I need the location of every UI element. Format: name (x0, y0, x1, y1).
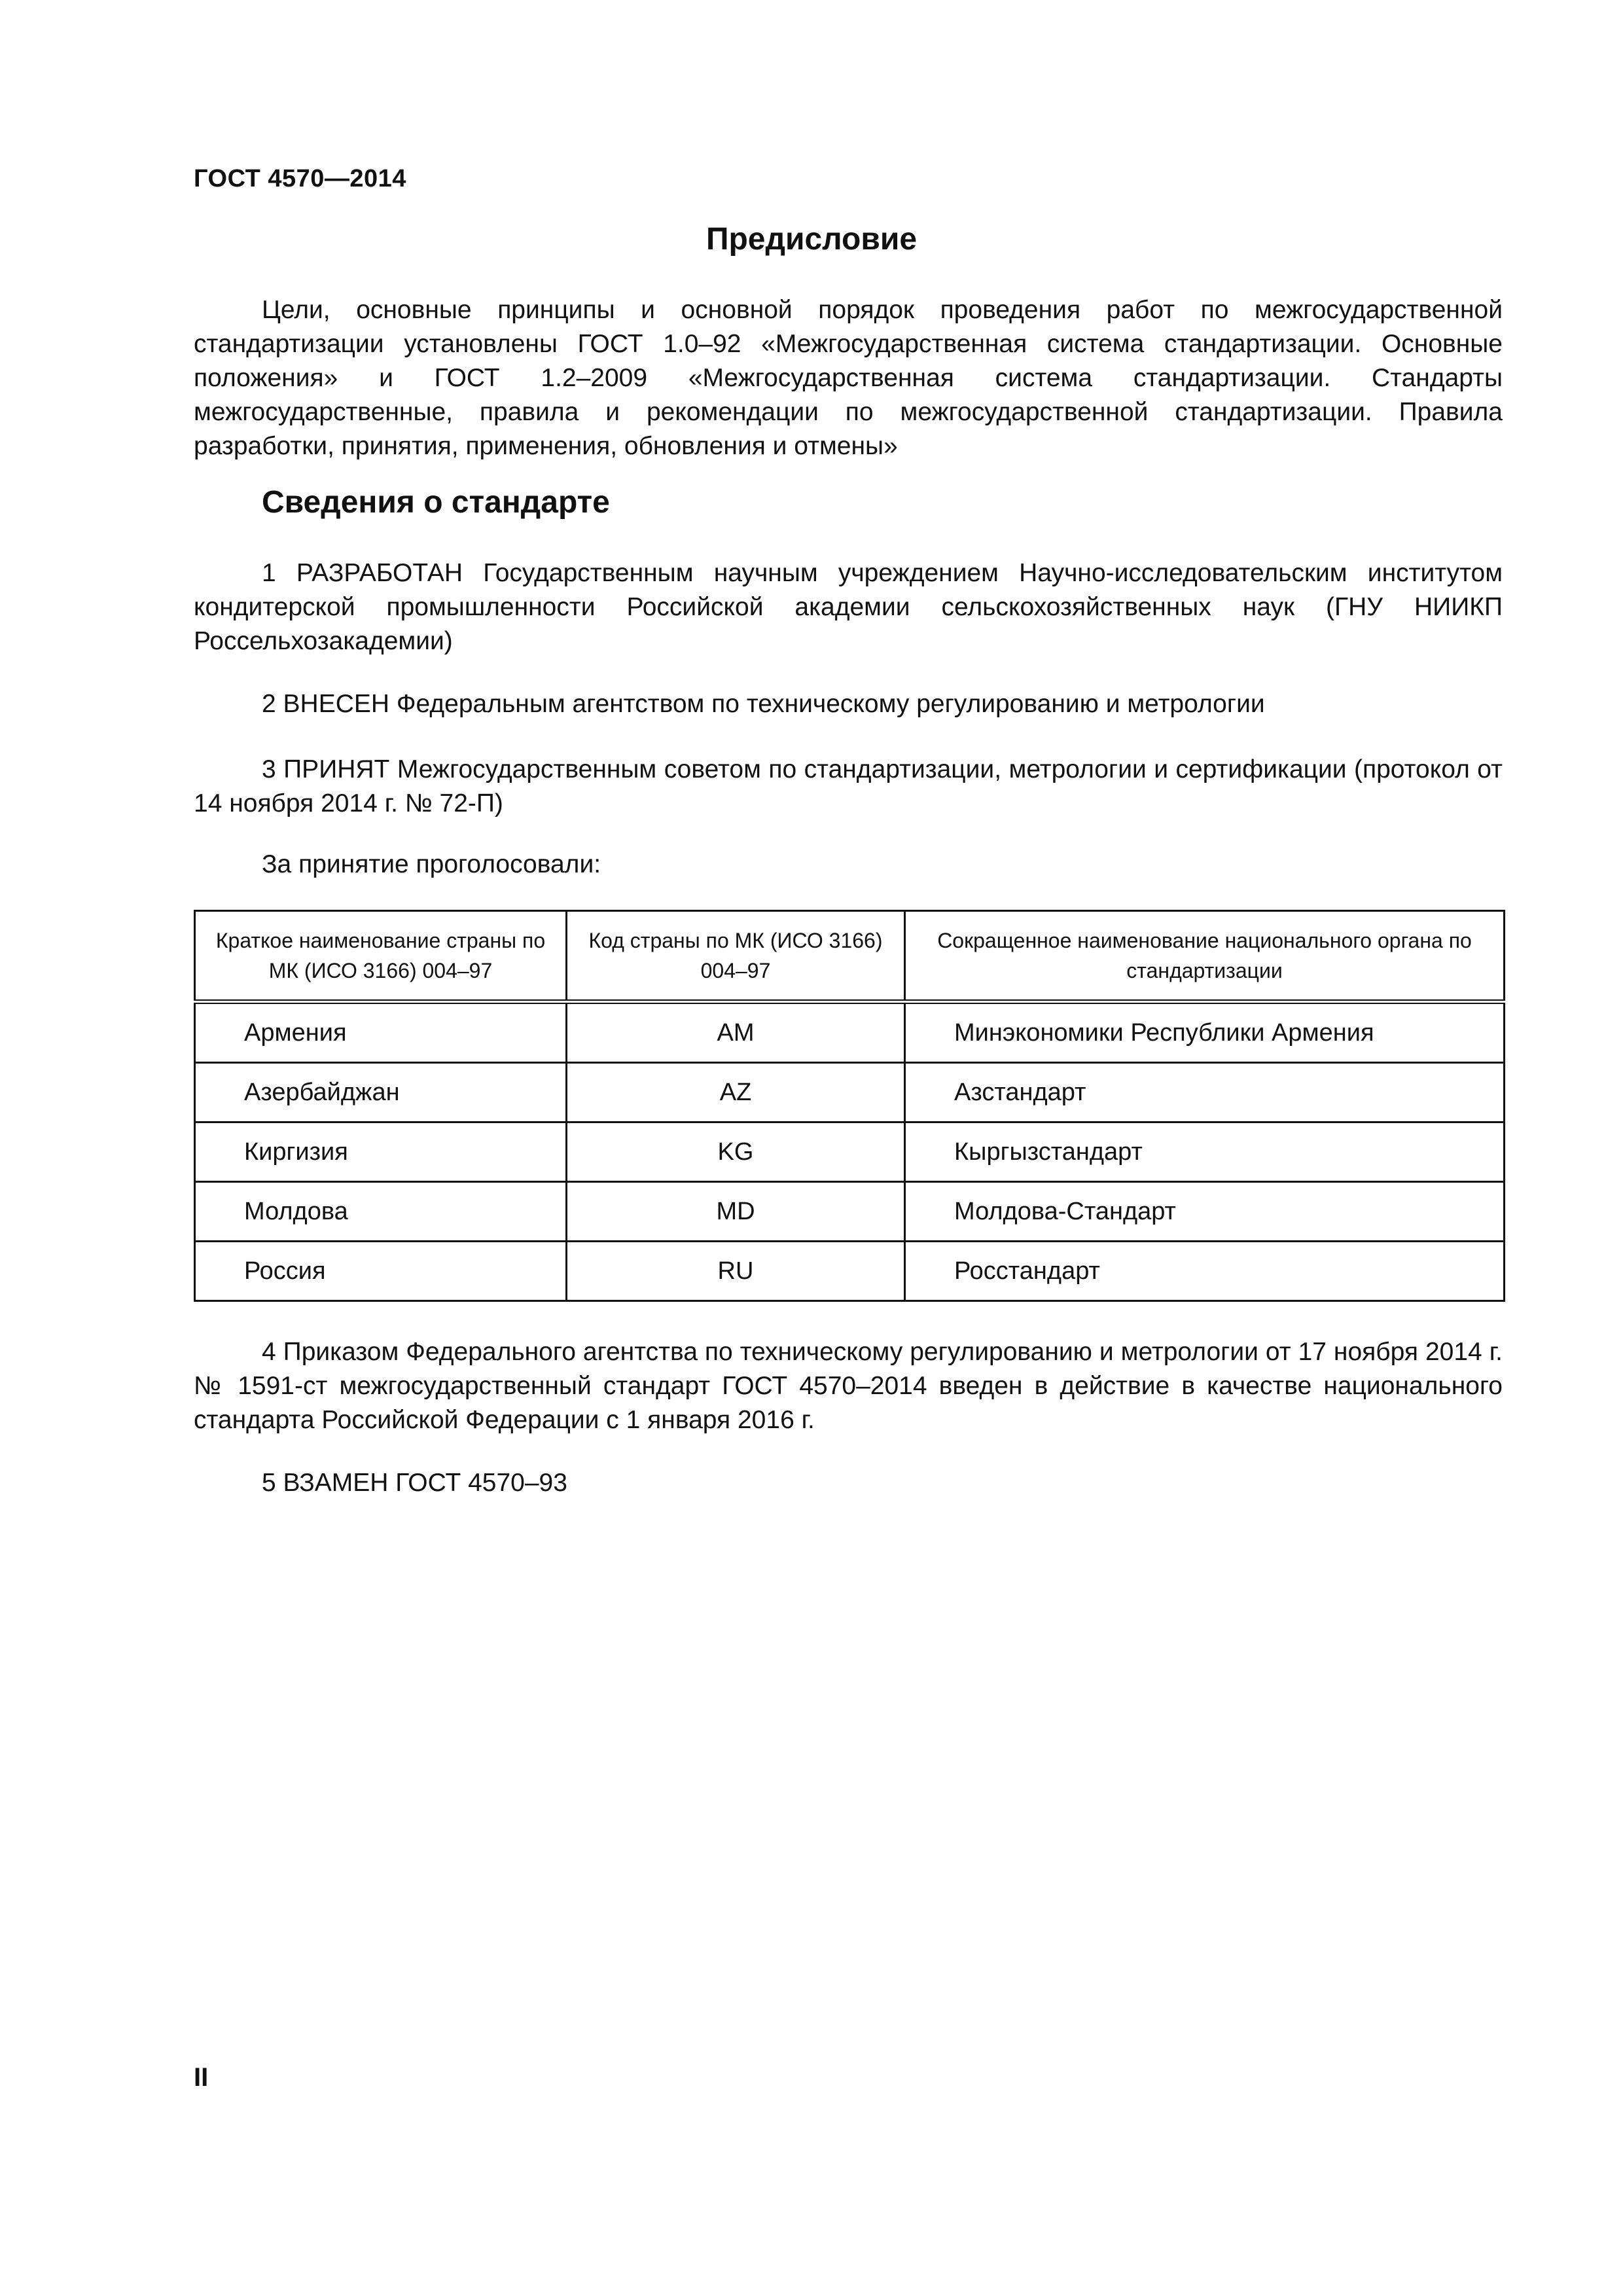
document-code: ГОСТ 4570—2014 (194, 165, 406, 192)
table-row (195, 1063, 1505, 1122)
info-item-2-text: 2 ВНЕСЕН Федеральным агентством по техническому регулированию и метрологии (262, 690, 1265, 718)
table-header-body: Сокращенное наименование национального органа по стандартизации (905, 911, 1505, 1002)
foreword-text-content: Цели, основные принципы и основной порядок проведения работ по межгосударственной стандартизации установлены ГОСТ 1.0–92 «Межгосударственная система стандартизации. Основные положения» и ГОСТ 1.2–2009 «Межгосударственная система стандартизации. Стандарты межгосударственные, правила и рекомендации по межгосударственной стандартизации. Правила разработки, принятия, применения, обновления и отмены» (194, 296, 1503, 460)
table-header-row (195, 911, 1505, 1002)
foreword-title: Предисловие (705, 222, 918, 257)
body-cell: Азстандарт (905, 1063, 1505, 1122)
table-row (195, 1242, 1505, 1301)
table-header-code: Код страны по МК (ИСО 3166) 004–97 (567, 911, 905, 1002)
code-cell: MD (567, 1182, 905, 1242)
page-number: II (194, 2063, 209, 2092)
table-row (195, 1002, 1505, 1063)
voting-countries-table (194, 910, 1505, 1302)
info-item-3 (194, 753, 1503, 821)
country-cell: Азербайджан (195, 1063, 567, 1122)
code-cell: AM (567, 1002, 905, 1063)
info-item-2 (194, 687, 1503, 721)
table-header-country: Краткое наименование страны по МК (ИСО 3166) 004–97 (195, 911, 567, 1002)
country-cell: Россия (195, 1242, 567, 1301)
code-cell: KG (567, 1122, 905, 1182)
vote-intro-text: За принятие проголосовали: (262, 850, 601, 878)
vote-intro (194, 848, 1503, 882)
country-cell: Армения (195, 1002, 567, 1063)
info-item-5-text: 5 ВЗАМЕН ГОСТ 4570–93 (262, 1469, 567, 1497)
table-row (195, 1182, 1505, 1242)
info-item-3-text: 3 ПРИНЯТ Межгосударственным советом по стандартизации, метрологии и сертификации (протокол от 14 ноября 2014 г. № 72-П) (194, 755, 1503, 817)
body-cell: Росстандарт (905, 1242, 1505, 1301)
body-cell: Кыргызстандарт (905, 1122, 1505, 1182)
body-cell: Минэкономики Республики Армения (905, 1002, 1505, 1063)
country-cell: Молдова (195, 1182, 567, 1242)
info-item-5 (194, 1466, 1503, 1500)
info-item-1-text: 1 РАЗРАБОТАН Государственным научным учреждением Научно-исследовательским институтом кондитерской промышленности Российской академии сельскохозяйственных наук (ГНУ НИИКП Россельхозакадемии) (194, 559, 1503, 655)
code-cell: AZ (567, 1063, 905, 1122)
foreword-text (194, 293, 1503, 463)
table-row (195, 1122, 1505, 1182)
code-cell: RU (567, 1242, 905, 1301)
info-item-1 (194, 556, 1503, 658)
body-cell: Молдова-Стандарт (905, 1182, 1505, 1242)
info-item-4 (194, 1335, 1503, 1437)
info-title: Сведения о стандарте (262, 485, 610, 520)
info-item-4-text: 4 Приказом Федерального агентства по техническому регулированию и метрологии от 17 ноября 2014 г. № 1591-ст межгосударственный стандарт ГОСТ 4570–2014 введен в действие в качестве национального стандарта Российской Федерации с 1 января 2016 г. (194, 1338, 1503, 1434)
country-cell: Киргизия (195, 1122, 567, 1182)
